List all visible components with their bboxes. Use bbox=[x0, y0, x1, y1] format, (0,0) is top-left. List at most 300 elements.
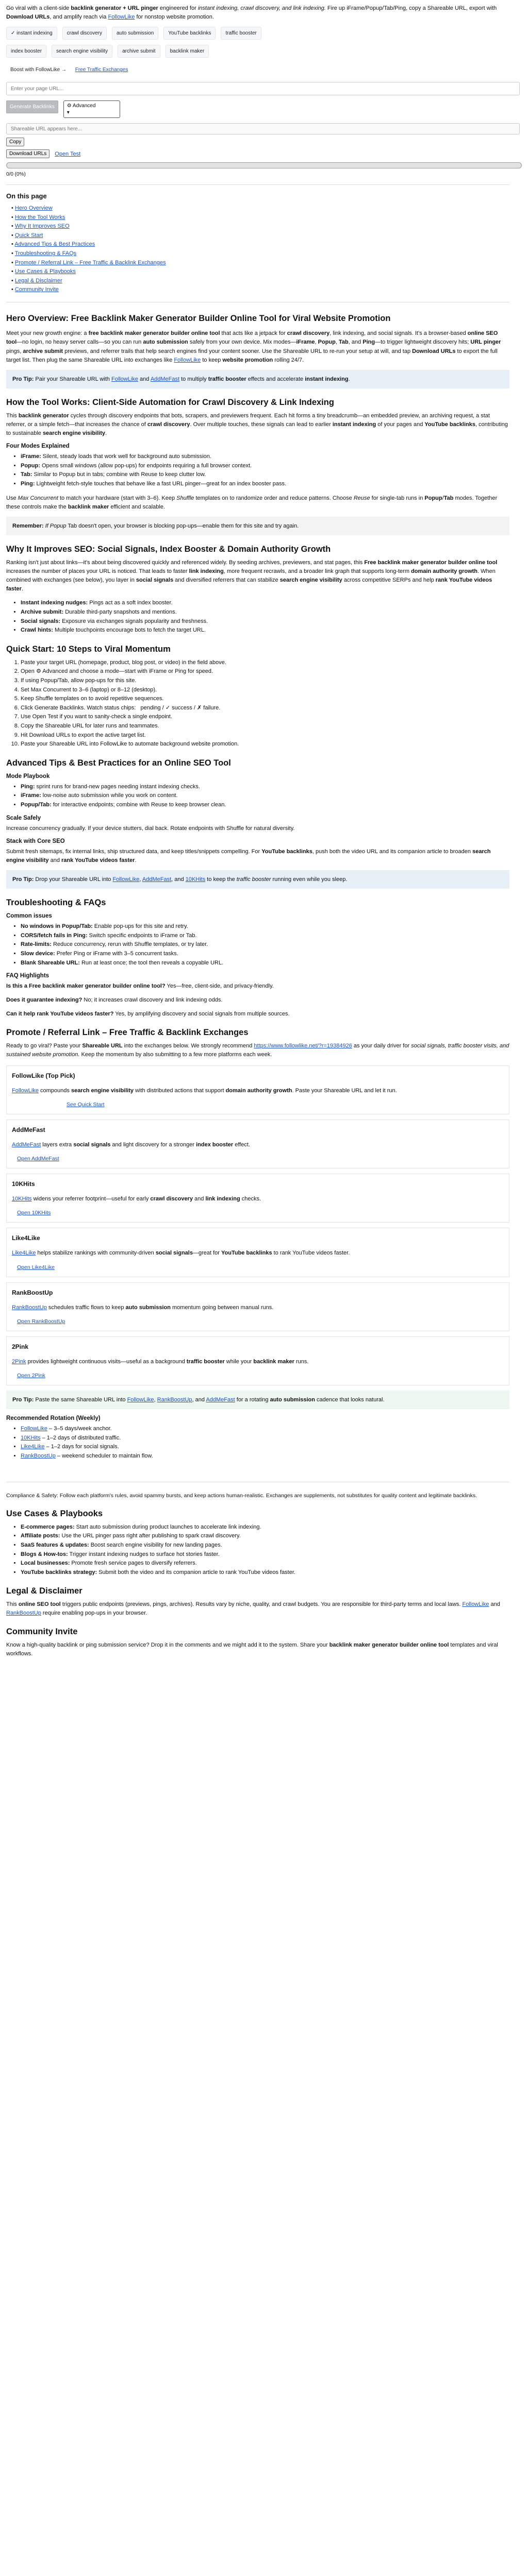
modes-list bbox=[6, 452, 509, 488]
download-urls-button[interactable]: Download URLs bbox=[6, 149, 50, 158]
toc-link[interactable]: Quick Start bbox=[14, 232, 43, 239]
shareable-url-input[interactable] bbox=[6, 123, 520, 134]
b: E-commerce pages: bbox=[21, 1523, 75, 1530]
how-title: How the Tool Works: Client-Side Automation for Crawl Discovery & Link Indexing bbox=[6, 398, 334, 408]
t: Multiple touchpoints encourage bots to fetch the target URL. bbox=[53, 627, 206, 634]
card-title: Like4Like bbox=[12, 1234, 40, 1242]
b: website promotion bbox=[222, 357, 273, 363]
promote-paragraph bbox=[6, 1042, 509, 1059]
b: crawl discovery bbox=[150, 1196, 193, 1202]
list-item bbox=[21, 617, 509, 626]
t: to export the full target list. Then plug the same Shareable URL into exchanges like bbox=[6, 348, 498, 363]
10khits-link[interactable]: 10KHits bbox=[185, 876, 206, 883]
b: index booster bbox=[196, 1142, 234, 1148]
toc-item: • Legal & Disclaimer bbox=[11, 277, 62, 284]
list-item bbox=[21, 1559, 509, 1568]
b: link indexing bbox=[205, 1196, 240, 1202]
list-item bbox=[21, 608, 509, 617]
open-exchange-link[interactable]: Open AddMeFast bbox=[17, 1156, 59, 1162]
t: Yes—free, client-side, and privacy-friendly. bbox=[165, 983, 274, 990]
b: search engine visibility bbox=[42, 430, 105, 437]
b: Archive submit: bbox=[21, 609, 64, 615]
faq-item bbox=[6, 996, 509, 1005]
chip: backlink maker bbox=[166, 45, 209, 58]
b: search engine visibility bbox=[279, 577, 342, 584]
list-item bbox=[21, 626, 509, 635]
t: , bbox=[154, 1396, 157, 1403]
t: for interactive endpoints; combine with Reuse to keep browser clean. bbox=[51, 801, 226, 808]
followlike-link[interactable]: FollowLike bbox=[12, 1088, 39, 1094]
exchange-link[interactable]: AddMeFast bbox=[12, 1142, 41, 1148]
t: , bbox=[139, 876, 142, 883]
t: —to trigger lightweight discovery hits; bbox=[375, 339, 471, 346]
b: iFrame: bbox=[21, 792, 41, 799]
t: schedules traffic flows to keep bbox=[46, 1304, 126, 1311]
exchange-link[interactable]: RankBoostUp bbox=[12, 1304, 47, 1311]
t: templates and viral workflows. bbox=[6, 1642, 498, 1657]
addmefast-link[interactable]: AddMeFast bbox=[206, 1396, 235, 1403]
exchange-link[interactable]: FollowLike bbox=[21, 1426, 47, 1432]
t: – 3–5 days/week anchor. bbox=[47, 1426, 112, 1432]
remember-note bbox=[6, 517, 509, 536]
toc-item: • Hero Overview bbox=[11, 205, 53, 212]
b: Tab: bbox=[21, 471, 32, 478]
b: backlink maker generator builder online tool bbox=[329, 1642, 449, 1649]
t: provides lightweight continuous visits—useful as a background bbox=[26, 1358, 187, 1365]
b: backlink maker bbox=[68, 503, 109, 510]
b: Pro Tip: bbox=[12, 376, 36, 382]
t: Ranking isn't just about links—it's about being discovered quickly and referenced widely. By seeding archives, previewers, and stat pages, this bbox=[6, 560, 365, 566]
t: , bbox=[335, 339, 339, 346]
t: Use the URL pinger pass right after publishing to spark crawl discovery. bbox=[60, 1533, 241, 1539]
t: . bbox=[348, 376, 350, 382]
followlike-link[interactable]: FollowLike bbox=[127, 1396, 154, 1403]
divider bbox=[6, 184, 509, 185]
t: and diversified referrers that can stabilize bbox=[173, 577, 280, 584]
t: that acts like a jetpack for bbox=[220, 330, 287, 337]
b: CORS/fetch fails in Ping: bbox=[21, 932, 88, 939]
list-item bbox=[21, 462, 509, 471]
t: to keep the bbox=[205, 876, 237, 883]
copy-button[interactable]: Copy bbox=[6, 138, 24, 146]
b: Pro Tip: bbox=[12, 1396, 36, 1403]
t: . bbox=[21, 586, 24, 592]
free-traffic-exchanges-link[interactable]: Free Traffic Exchanges bbox=[75, 67, 128, 73]
t: This bbox=[6, 1601, 19, 1608]
b: YouTube backlinks bbox=[424, 421, 476, 428]
t: while your bbox=[224, 1358, 254, 1365]
list-item bbox=[21, 1434, 509, 1443]
b: SaaS features & updates: bbox=[21, 1541, 89, 1548]
list-item bbox=[21, 940, 509, 950]
open-exchange-link[interactable]: Open Like4Like bbox=[17, 1264, 55, 1270]
progress-text: 0/0 (0%) bbox=[6, 172, 26, 178]
legal-title: Legal & Disclaimer bbox=[6, 1586, 82, 1596]
stack-title: Stack with Core SEO bbox=[6, 838, 65, 844]
t: Boost search engine visibility for new landing pages. bbox=[89, 1541, 222, 1548]
follow-bar bbox=[6, 64, 509, 76]
b: Free backlink maker generator builder online tool bbox=[364, 560, 498, 566]
b: Does it guarantee indexing? bbox=[6, 997, 82, 1004]
intro-t3: Fire up iFrame/Popup/Tab/Ping, copy a Shareable URL, export with bbox=[325, 5, 497, 11]
i: Reuse bbox=[353, 495, 370, 501]
common-issues-title: Common issues bbox=[6, 913, 52, 920]
exchange-card bbox=[6, 1228, 509, 1277]
card-text bbox=[12, 1195, 504, 1204]
followlike-link[interactable]: FollowLike bbox=[462, 1601, 489, 1608]
toc-item: • Why It Improves SEO bbox=[11, 223, 70, 230]
b: archive submit bbox=[23, 348, 63, 354]
intro-t5: for nonstop website promotion. bbox=[135, 14, 214, 21]
community-paragraph bbox=[6, 1641, 509, 1658]
t: —great for bbox=[192, 1250, 221, 1257]
t: . Over multiple touches, these signals can lead to earlier bbox=[190, 421, 333, 428]
list-item bbox=[21, 922, 509, 931]
rotation-title: Recommended Rotation (Weekly) bbox=[6, 1415, 101, 1422]
b: search engine visibility bbox=[71, 1088, 134, 1094]
intro-followlike-link[interactable]: FollowLike bbox=[108, 14, 135, 21]
t: layers extra bbox=[41, 1142, 74, 1148]
list-item bbox=[21, 1523, 509, 1532]
chip: crawl discovery bbox=[62, 27, 107, 40]
url-input[interactable] bbox=[6, 82, 520, 95]
i: Shuffle bbox=[176, 495, 194, 501]
exchange-link[interactable]: Like4Like bbox=[12, 1250, 36, 1257]
step: 3. If using Popup/Tab, allow pop-ups for this site. bbox=[21, 676, 509, 686]
b: traffic booster bbox=[186, 1358, 225, 1365]
t: Durable third-party snapshots and mentions. bbox=[63, 609, 177, 615]
toc-link[interactable]: Troubleshooting & FAQs bbox=[14, 250, 77, 257]
exchange-link[interactable]: 2Pink bbox=[12, 1358, 26, 1365]
followlike-link[interactable]: FollowLike bbox=[174, 357, 201, 363]
t: templates on to randomize order and reduce patterns. Choose bbox=[194, 495, 354, 501]
addmefast-link[interactable]: AddMeFast bbox=[150, 376, 180, 382]
b: crawl discovery bbox=[287, 330, 330, 337]
card-title: 10KHits bbox=[12, 1180, 35, 1188]
card-actions bbox=[12, 1101, 504, 1108]
list-item bbox=[21, 452, 509, 462]
t: No; it increases crawl discovery and link indexing odds. bbox=[82, 997, 223, 1004]
toc-link[interactable]: Why It Improves SEO bbox=[14, 223, 70, 230]
t: Keep the momentum by also submitting to a few more platforms each week. bbox=[79, 1052, 272, 1058]
t: , bbox=[315, 339, 318, 346]
faq-item bbox=[6, 1010, 509, 1019]
t: , and bbox=[192, 1396, 206, 1403]
step: 10. Paste your Shareable URL into FollowLike to automate background website promotion. bbox=[21, 740, 509, 749]
quick-start-steps bbox=[6, 658, 509, 749]
t: / bbox=[442, 495, 444, 501]
b: Crawl hints: bbox=[21, 627, 53, 634]
rankboostup-link[interactable]: RankBoostUp bbox=[157, 1396, 192, 1403]
t: . When combined with exchanges (see below), you layer in bbox=[6, 568, 496, 584]
card-text bbox=[12, 1358, 504, 1366]
toc-link[interactable]: Legal & Disclaimer bbox=[14, 277, 62, 284]
t: and bbox=[192, 1196, 206, 1202]
t: cadence that looks natural. bbox=[315, 1396, 385, 1403]
t: momentum going between manual runs. bbox=[170, 1304, 274, 1311]
t: efficient and scalable. bbox=[109, 503, 165, 510]
t: with distributed actions that support bbox=[134, 1088, 226, 1094]
exchange-card bbox=[6, 1336, 509, 1385]
toc-link[interactable]: Community Invite bbox=[14, 286, 59, 293]
addmefast-link[interactable]: AddMeFast bbox=[142, 876, 172, 883]
toc-link[interactable]: Hero Overview bbox=[14, 205, 53, 212]
exchange-link[interactable]: Like4Like bbox=[21, 1444, 45, 1450]
t: Tab doesn't open, your browser is blocking pop-ups—enable them for this site and try again. bbox=[66, 522, 299, 529]
chip: ✓ instant indexing bbox=[6, 27, 57, 40]
step: 7. Use Open Test if you want to sanity-check a single endpoint. bbox=[21, 713, 509, 722]
t: Drop your Shareable URL into bbox=[35, 876, 113, 883]
t: Run at least once; the tool then reveals a copyable URL. bbox=[79, 959, 224, 966]
advanced-label: ⚙ Advanced bbox=[67, 103, 96, 109]
b: domain authority growth bbox=[225, 1088, 292, 1094]
toc-list bbox=[6, 204, 509, 295]
use-cases-title: Use Cases & Playbooks bbox=[6, 1509, 103, 1518]
b: free backlink maker generator builder online tool bbox=[88, 330, 220, 337]
list-item bbox=[21, 1568, 509, 1578]
t: , link indexing, and social signals. It's a browser-based bbox=[329, 330, 468, 337]
b: search engine visibility bbox=[6, 848, 491, 863]
b: iFrame bbox=[296, 339, 315, 346]
b: traffic booster bbox=[208, 376, 246, 382]
t: into the exchanges below. We strongly recommend bbox=[122, 1043, 254, 1049]
card-title: 2Pink bbox=[12, 1343, 29, 1350]
b: auto submission bbox=[125, 1304, 171, 1311]
t: – weekend scheduler to maintain flow. bbox=[55, 1452, 153, 1459]
toc-title: On this page bbox=[6, 192, 47, 200]
how-paragraph bbox=[6, 412, 509, 438]
open-exchange-link[interactable]: Open 2Pink bbox=[17, 1372, 45, 1379]
t: to rank YouTube videos faster. bbox=[272, 1250, 350, 1257]
t: require enabling pop-ups in your browser. bbox=[41, 1610, 147, 1617]
t: , and bbox=[348, 339, 363, 346]
b: YouTube backlinks strategy: bbox=[21, 1569, 97, 1575]
followlike-link[interactable]: FollowLike bbox=[111, 376, 138, 382]
b: Affiliate posts: bbox=[21, 1533, 60, 1539]
t: running even while you sleep. bbox=[271, 876, 348, 883]
chip: archive submit bbox=[118, 45, 160, 58]
list-item bbox=[21, 1452, 509, 1461]
t: , and bbox=[171, 876, 186, 883]
b: Ping: bbox=[21, 783, 35, 790]
progress-bar bbox=[6, 162, 522, 168]
b: social signals bbox=[73, 1142, 111, 1148]
t: Reduce concurrency, rerun with Shuffle templates, or try later. bbox=[51, 941, 208, 948]
intro-b1: backlink generator + URL pinger bbox=[71, 5, 158, 11]
t: This bbox=[6, 413, 19, 419]
t: effect. bbox=[233, 1142, 251, 1148]
b: link indexing bbox=[189, 568, 224, 575]
b: Popup/Tab: bbox=[21, 801, 52, 808]
list-item bbox=[21, 801, 509, 810]
advanced-pro-tip bbox=[6, 870, 509, 889]
t: sprint runs for brand-new pages needing instant indexing checks. bbox=[35, 783, 200, 790]
t: and bbox=[489, 1601, 500, 1608]
b: Instant indexing nudges: bbox=[21, 600, 88, 606]
advanced-toggle[interactable] bbox=[63, 100, 120, 118]
list-item bbox=[21, 599, 509, 608]
exchange-link[interactable]: 10KHits bbox=[12, 1196, 32, 1202]
t: compounds bbox=[38, 1088, 71, 1094]
t: increases the number of places your URL is noticed. That leads to faster bbox=[6, 568, 189, 575]
list-item bbox=[21, 1443, 509, 1452]
b: Pro Tip: bbox=[12, 876, 36, 883]
b: rank YouTube videos faster bbox=[61, 857, 135, 863]
hero-pro-tip bbox=[6, 370, 509, 389]
follow-bar-chip bbox=[6, 64, 132, 76]
toc-item: • Use Cases & Playbooks bbox=[11, 268, 76, 275]
b: Tab bbox=[443, 495, 454, 501]
b: Blogs & How-tos: bbox=[21, 1551, 68, 1557]
t: to multiply bbox=[179, 376, 208, 382]
exchange-link[interactable]: RankBoostUp bbox=[21, 1452, 56, 1459]
t: runs. bbox=[294, 1358, 309, 1365]
t: Opens small windows (allow pop-ups) for endpoints requiring a full browser context. bbox=[40, 462, 252, 469]
t: . bbox=[135, 857, 137, 863]
list-item bbox=[21, 1541, 509, 1550]
t: and light discovery for a stronger bbox=[110, 1142, 196, 1148]
exchange-link[interactable]: 10KHits bbox=[21, 1434, 41, 1441]
b: URL pinger bbox=[470, 339, 501, 346]
t: Paste the same Shareable URL into bbox=[35, 1396, 127, 1403]
b: Slow device: bbox=[21, 950, 55, 957]
step: 6. Click Generate Backlinks. Watch status chips: pending / ✓ success / ✗ failure. bbox=[21, 704, 509, 713]
see-quick-start-link[interactable]: See Quick Start bbox=[67, 1101, 105, 1108]
hero-paragraph bbox=[6, 329, 509, 364]
open-exchange-link[interactable]: Open 10KHits bbox=[17, 1210, 51, 1216]
list-item bbox=[21, 783, 509, 792]
rotation-list bbox=[6, 1425, 509, 1461]
rankboostup-link[interactable]: RankBoostUp bbox=[6, 1610, 41, 1617]
i: social signals, traffic booster visits, and sustained website promotion. bbox=[6, 1043, 509, 1058]
toc-item: • Promote / Referral Link – Free Traffic & Backlink Exchanges bbox=[11, 259, 166, 266]
b: social signals bbox=[155, 1250, 193, 1257]
intro-t4: , and amplify reach via bbox=[50, 14, 108, 21]
card-text bbox=[12, 1141, 504, 1149]
followlike-referral-link[interactable]: https://www.followlike.net/?r=19384926 bbox=[254, 1043, 352, 1049]
t: . Paste your Shareable URL and let it run. bbox=[292, 1088, 397, 1094]
t: and bbox=[138, 376, 151, 382]
b: backlink maker bbox=[253, 1358, 294, 1365]
open-test-link[interactable]: Open Test bbox=[55, 150, 81, 157]
followlike-card bbox=[6, 1065, 509, 1114]
toc-link[interactable]: Use Cases & Playbooks bbox=[14, 268, 76, 275]
t: as your daily driver for bbox=[352, 1043, 411, 1049]
b: No windows in Popup/Tab: bbox=[21, 923, 93, 930]
followlike-link[interactable]: FollowLike bbox=[112, 876, 140, 883]
scale-paragraph: Increase concurrency gradually. If your device stutters, dial back. Rotate endpoints with Shuffle for natural diversity. bbox=[6, 825, 295, 832]
toc-link[interactable]: Advanced Tips & Best Practices bbox=[14, 241, 95, 248]
t: to match your hardware (start with 3–6). Keep bbox=[58, 495, 177, 501]
b: social signals bbox=[136, 577, 174, 584]
t: Enable pop-ups for this site and retry. bbox=[92, 923, 188, 930]
t: Know a high-quality backlink or ping submission service? Drop it in the comments and we might add it to the system. Share your bbox=[6, 1642, 329, 1649]
b: instant indexing bbox=[332, 421, 376, 428]
t: Similar to Popup but in tabs; combine with Reuse to keep clutter low. bbox=[32, 471, 206, 478]
why-title: Why It Improves SEO: Social Signals, Index Booster & Domain Authority Growth bbox=[6, 545, 331, 554]
download-row bbox=[6, 149, 509, 158]
list-item bbox=[21, 950, 509, 959]
troubleshooting-title: Troubleshooting & FAQs bbox=[6, 898, 106, 908]
b: auto submission bbox=[143, 339, 188, 346]
stack-paragraph bbox=[6, 848, 509, 865]
modes-title: Four Modes Explained bbox=[6, 443, 70, 450]
scale-title: Scale Safely bbox=[6, 815, 41, 821]
step: 2. Open ⚙ Advanced and choose a mode—start with iFrame or Ping for speed. bbox=[21, 667, 509, 676]
intro-t1: Go viral with a client-side bbox=[6, 5, 71, 11]
why-list bbox=[6, 599, 509, 635]
t: , contributing to sustainable bbox=[6, 421, 508, 437]
step: 4. Set Max Concurrent to 3–6 (laptop) or 8–12 (desktop). bbox=[21, 686, 509, 695]
intro-text bbox=[6, 4, 509, 22]
hero-title: Hero Overview: Free Backlink Maker Generator Builder Online Tool for Viral Website Promotion bbox=[6, 314, 391, 324]
b: backlink generator bbox=[18, 413, 69, 419]
b: Popup: bbox=[21, 462, 40, 469]
t: Switch specific endpoints to iFrame or Tab. bbox=[87, 932, 197, 939]
t: cycles through discovery endpoints that bots, scrapers, and previewers frequent. Each hit forms a tiny breadcrumb—an embedded preview, an archiving request, a stat referrer, or a simple fetch—that increases the chance of bbox=[6, 413, 490, 428]
t: to keep bbox=[201, 357, 223, 363]
exchange-card bbox=[6, 1174, 509, 1223]
chevron-down-icon: ▾ bbox=[67, 110, 70, 116]
card-text bbox=[12, 1303, 504, 1312]
exchange-card bbox=[6, 1120, 509, 1168]
b: Rate-limits: bbox=[21, 941, 52, 948]
t: safely from your own device. Mix modes— bbox=[188, 339, 296, 346]
t: for single-tab runs in bbox=[370, 495, 425, 501]
t: Submit both the video and its companion article to rank YouTube videos faster. bbox=[97, 1569, 295, 1575]
community-title: Community Invite bbox=[6, 1627, 78, 1637]
t: triggers public endpoints (previews, pings, archives). Results vary by niche, quality, and crawl budgets. You are responsible for third-party terms and local laws. bbox=[60, 1601, 463, 1608]
generate-backlinks-button[interactable]: Generate Backlinks bbox=[6, 100, 58, 113]
toc-link[interactable]: Promote / Referral Link – Free Traffic & Backlink Exchanges bbox=[14, 259, 166, 266]
open-exchange-link[interactable]: Open RankBoostUp bbox=[17, 1318, 65, 1325]
t: pings, bbox=[6, 348, 23, 354]
step: 1. Paste your target URL (homepage, product, blog post, or video) in the field above. bbox=[21, 658, 509, 668]
b: YouTube backlinks bbox=[261, 848, 312, 855]
t: Start auto submission during product launches to accelerate link indexing. bbox=[74, 1523, 261, 1530]
toc-link[interactable]: How the Tool Works bbox=[14, 214, 65, 221]
b: Local businesses: bbox=[21, 1560, 70, 1567]
b: Popup bbox=[424, 495, 442, 501]
b: Ping: bbox=[21, 481, 35, 487]
b: Remember: bbox=[12, 522, 45, 529]
faq-title: FAQ Highlights bbox=[6, 973, 50, 979]
t: across competitive SERPs and help bbox=[342, 577, 436, 584]
t: Promote fresh service pages to diversify referrers. bbox=[70, 1560, 197, 1567]
t: helps stabilize rankings with community-driven bbox=[36, 1250, 156, 1257]
list-item bbox=[21, 480, 509, 489]
tool-actions bbox=[6, 100, 509, 118]
t: . bbox=[105, 430, 107, 437]
card-text bbox=[12, 1087, 504, 1095]
use-cases-list bbox=[6, 1523, 509, 1578]
list-item bbox=[21, 791, 509, 801]
t: Exposure via exchanges signals popularity and freshness. bbox=[60, 618, 208, 624]
chip: traffic booster bbox=[221, 27, 261, 40]
intro-i1: instant indexing, crawl discovery, and link indexing. bbox=[197, 5, 326, 11]
chip: index booster bbox=[6, 45, 46, 58]
t: Lightweight fetch-style touches that behave like a fast URL pinger—great for an index booster pass. bbox=[35, 481, 287, 487]
list-item bbox=[21, 1532, 509, 1541]
b: Is this a Free backlink maker generator builder online tool? bbox=[6, 983, 166, 990]
b: crawl discovery bbox=[147, 421, 190, 428]
feature-chips bbox=[6, 27, 295, 58]
t: and bbox=[48, 857, 61, 863]
t: Submit fresh sitemaps, fix internal links, ship structured data, and keep titles/snippets compelling. For bbox=[6, 848, 262, 855]
step: 9. Hit Download URLs to export the active target list. bbox=[21, 731, 509, 740]
t: Silent, steady loads that work well for background auto submission. bbox=[41, 453, 211, 460]
exchange-card bbox=[6, 1282, 509, 1331]
